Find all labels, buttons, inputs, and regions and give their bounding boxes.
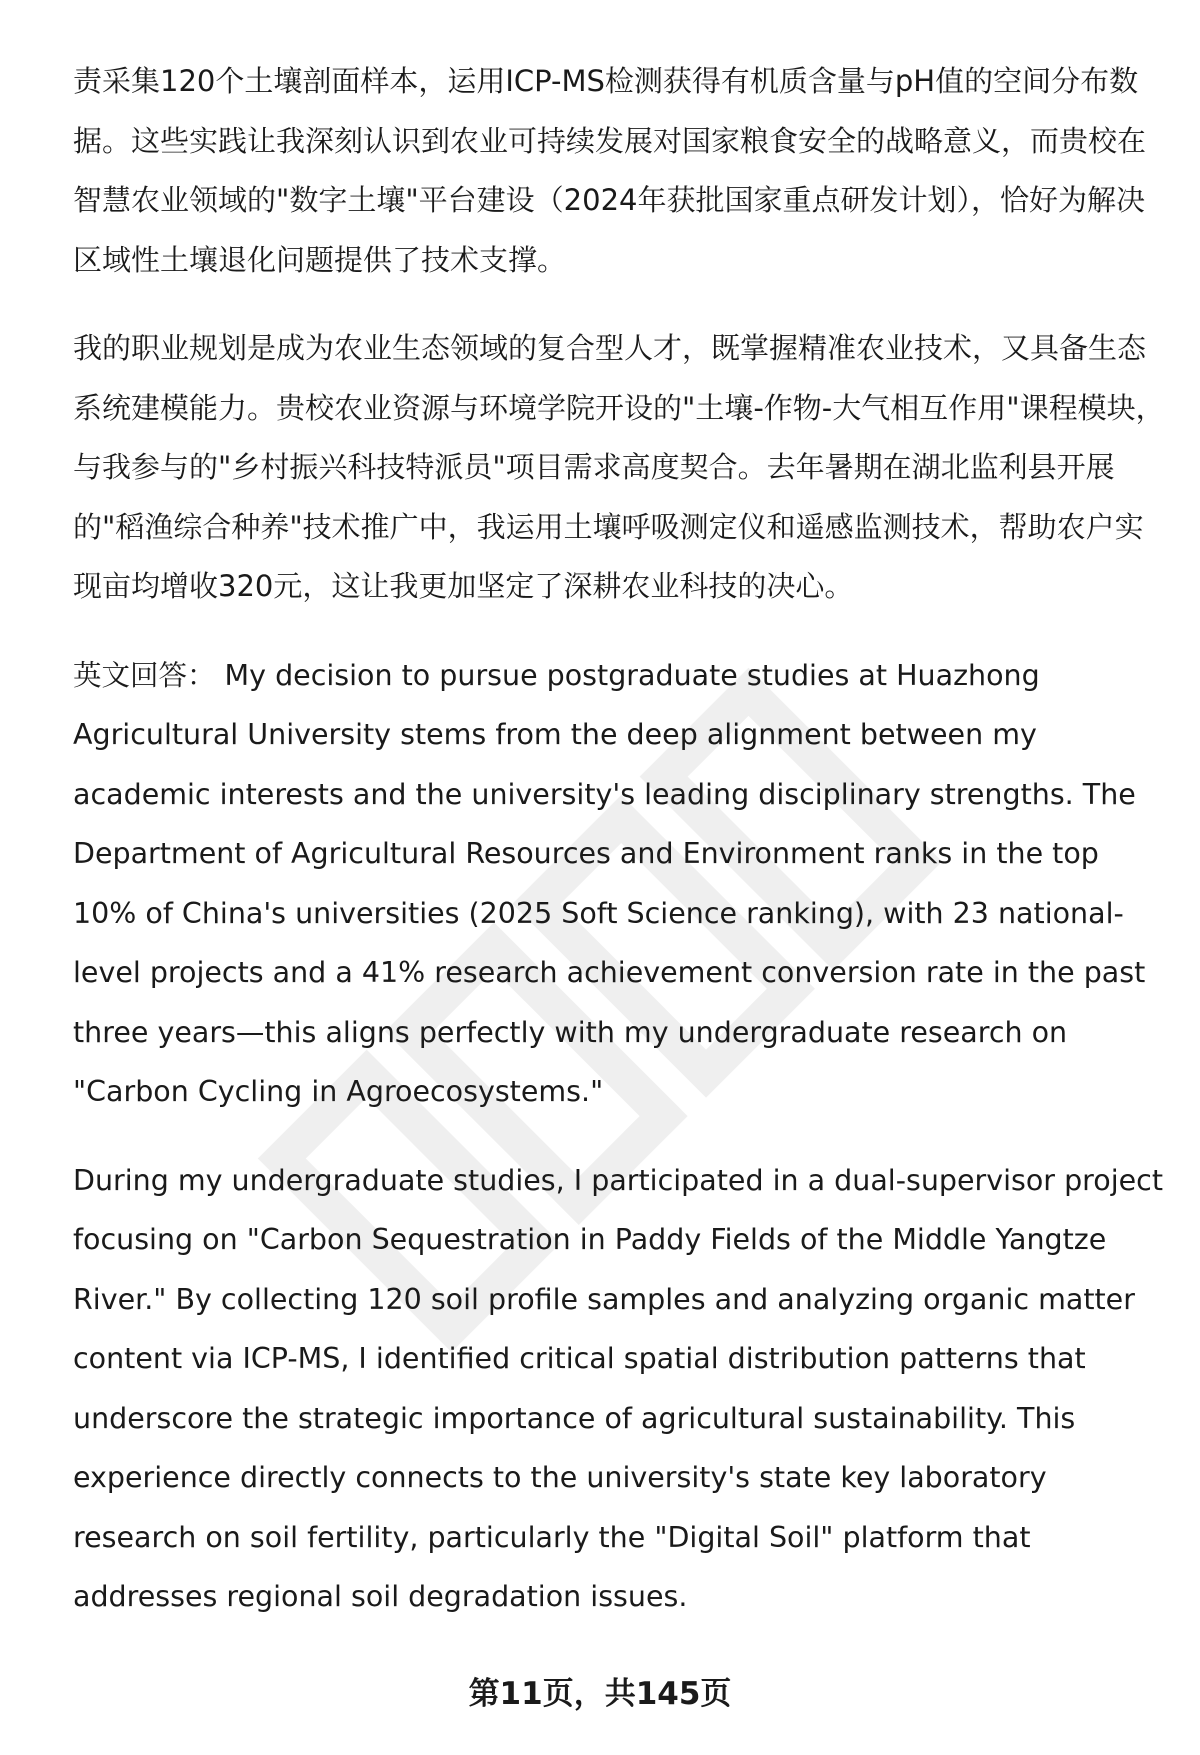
document-page: [73, 52, 1165, 1627]
paragraph-1: 责采集120个土壤剖面样本，运用ICP-MS检测获得有机质含量与pH值的空间分布数据。这些实践让我深刻认识到农业可持续发展对国家粮食安全的战略意义，而贵校在智慧农业领域的"数字土壤"平台建设（2024年获批国家重点研发计划），恰好为解决区域性土壤退化问题提供了技术支撑。: [73, 64, 1147, 277]
page-number-footer: 第11页，共145页: [468, 1676, 732, 1712]
paragraph-2: 我的职业规划是成为农业生态领域的复合型人才，既掌握精准农业技术，又具备生态系统建模能力。贵校农业资源与环境学院开设的"土壤-作物-大气相互作用"课程模块，与我参与的"乡村振兴科技特派员"项目需求高度契合。去年暑期在湖北监利县开展的"稻渔综合种养"技术推广中，我运用土壤呼吸测定仪和遥感监测技术，帮助农户实现亩均增收320元，这让我更加坚定了深耕农业科技的决心。: [73, 331, 1165, 603]
paragraph-3-english-answer: 英文回答： My decision to pursue postgraduate studies at Huazhong Agricultural University stems from the deep alignment between my academic interests and the university's leading disciplinary strengths. The Department of Agricultural Resources and Environment ranks in the top 10% of China's universities (2025 Soft Science ranking), with 23 national-level projects and a 41% research achievement conversion rate in the past three years—this aligns perfectly with my undergraduate research on "Carbon Cycling in Agroecosystems.": [73, 658, 1146, 1108]
paragraph-4: During my undergraduate studies, I participated in a dual-supervisor project focusing on "Carbon Sequestration in Paddy Fields of the Middle Yangtze River." By collecting 120 soil profile samples and analyzing organic matter content via ICP-MS, I identified critical spatial distribution patterns that underscore the strategic importance of agricultural sustainability. This experience directly connects to the university's state key laboratory research on soil fertility, particularly the "Digital Soil" platform that addresses regional soil degradation issues.: [73, 1163, 1163, 1613]
